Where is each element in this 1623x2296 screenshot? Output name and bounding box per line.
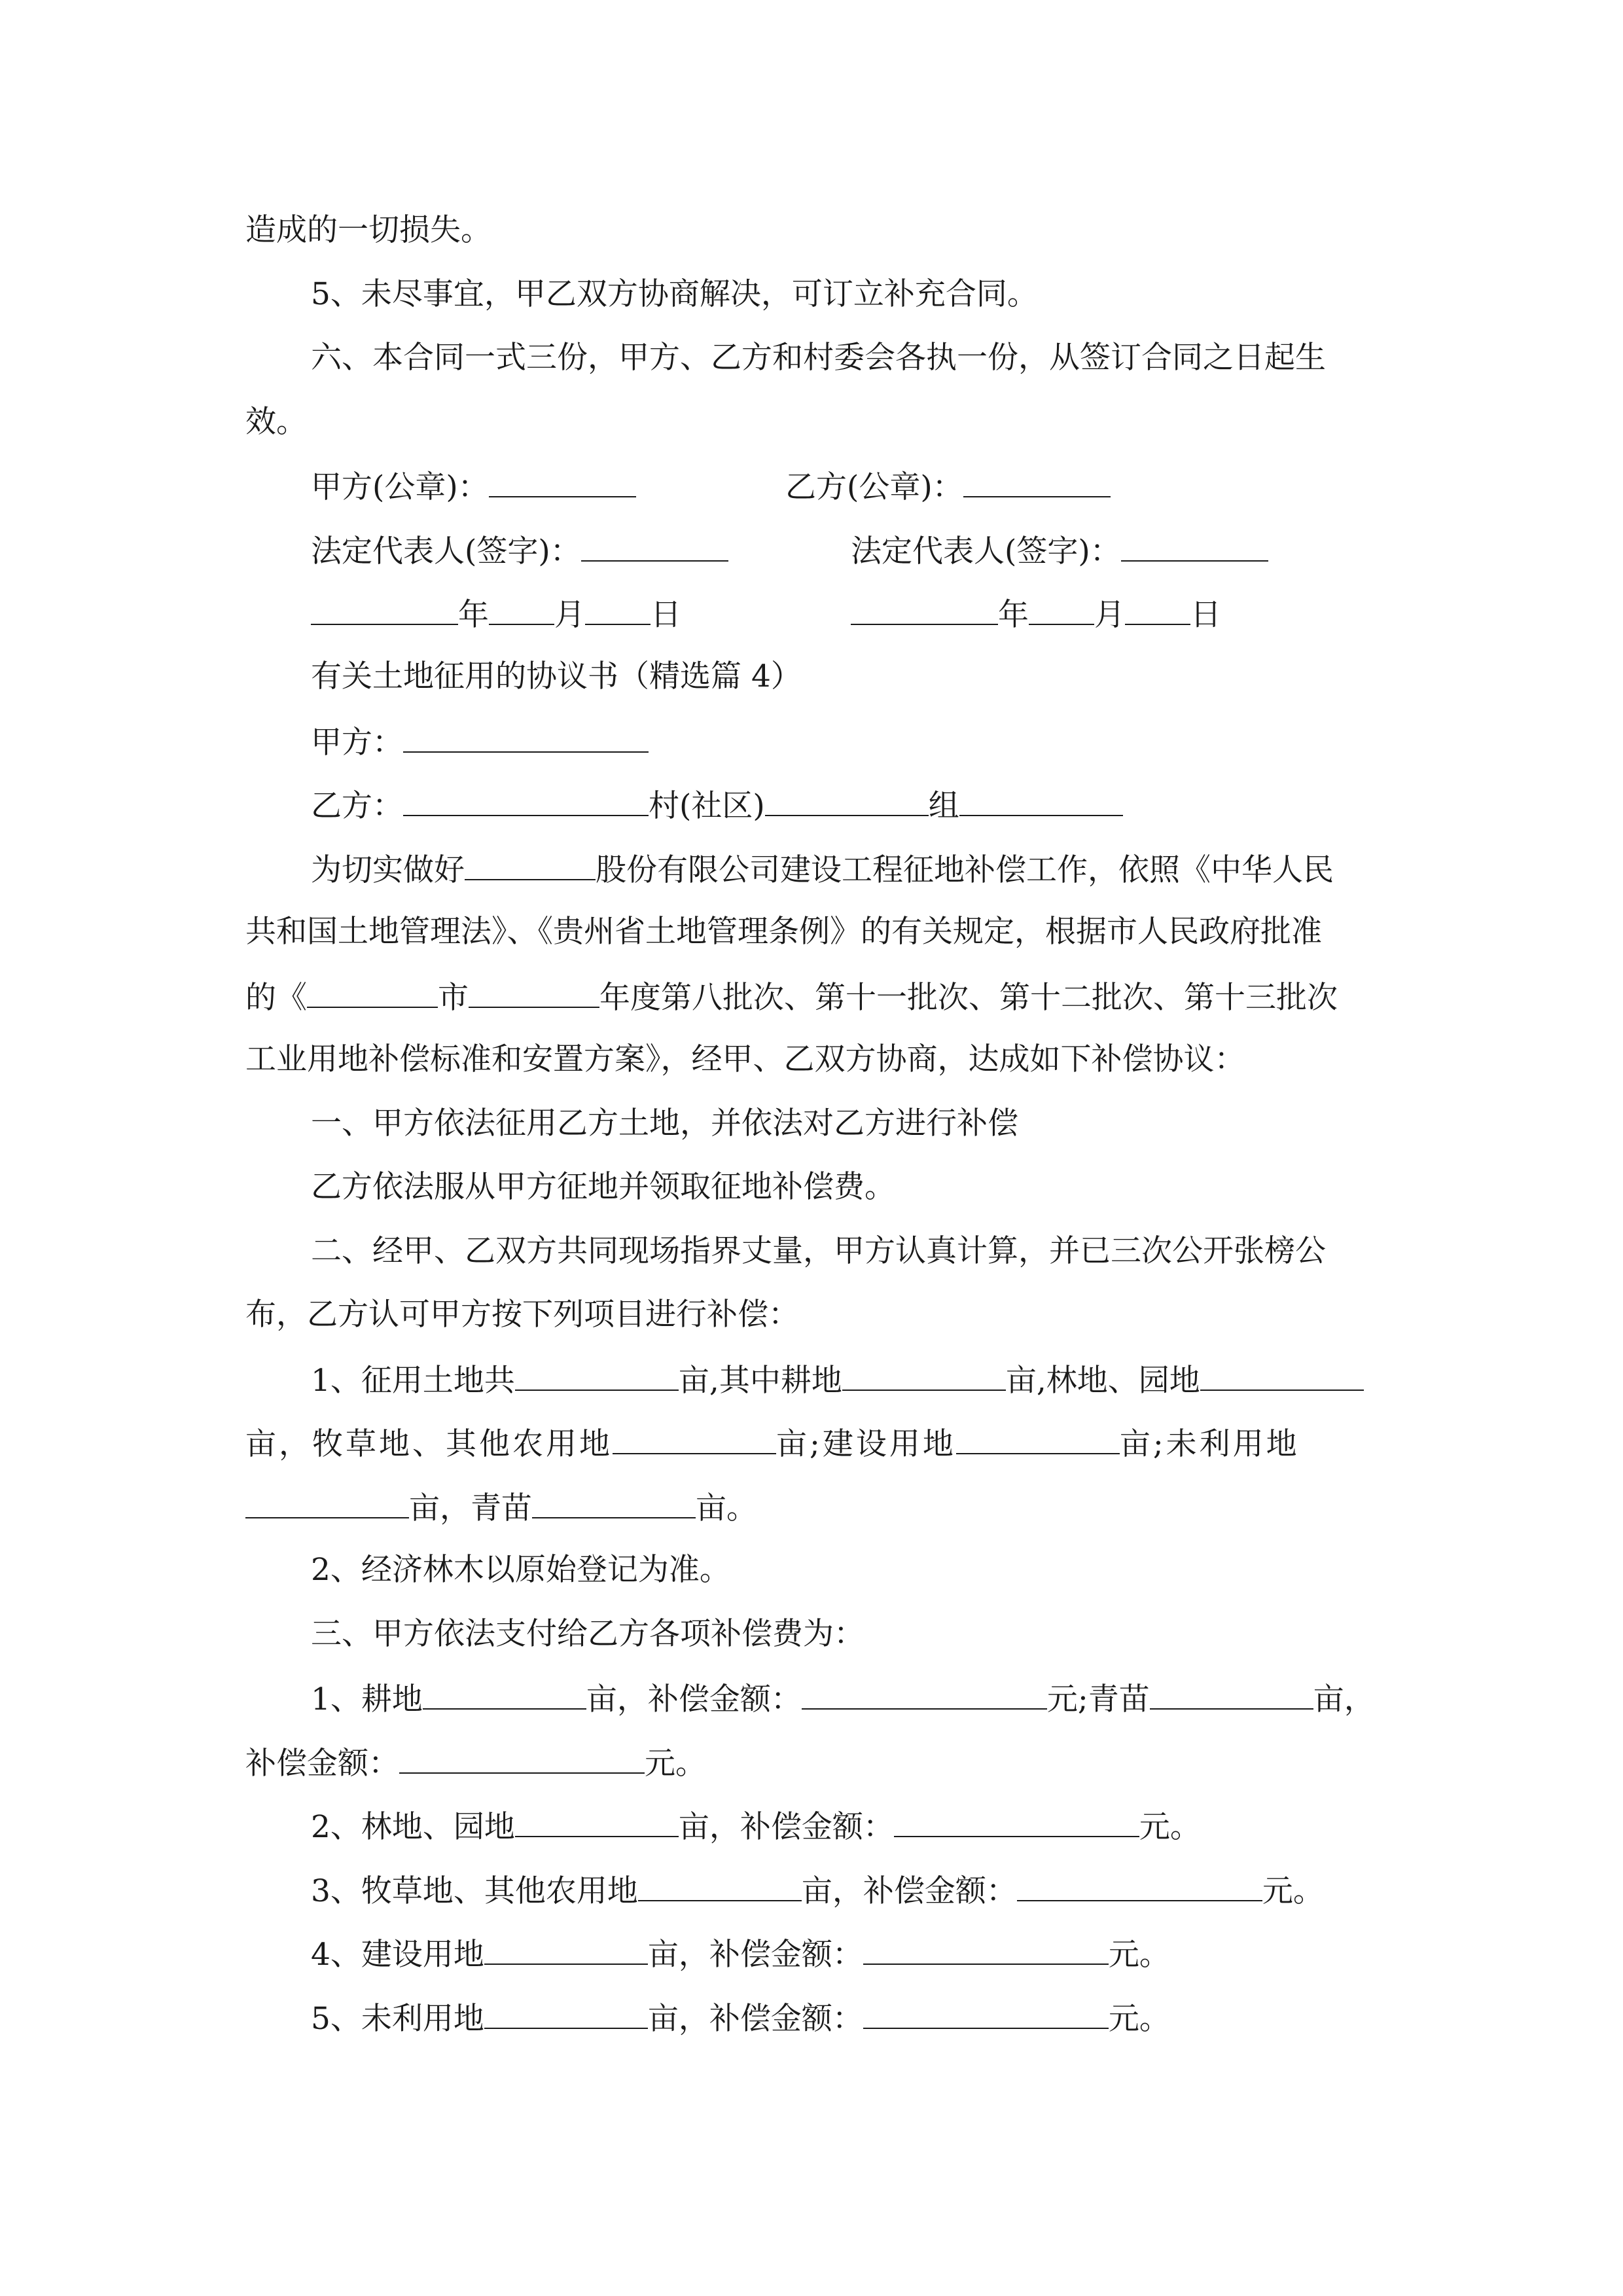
label: 组 (928, 788, 959, 824)
paragraph-line (311, 1678, 1375, 1717)
day-label: 日 (1190, 597, 1221, 633)
blank-field (863, 1998, 1109, 2029)
text: 效。 (245, 404, 307, 440)
text: 4、建设用地 (311, 1937, 484, 1973)
text: 市 (438, 980, 469, 1016)
paragraph-line (311, 1232, 1326, 1271)
paragraph-line (311, 1933, 1170, 1973)
blank-field (399, 1742, 645, 1774)
text: 3、牧草地、其他农用地 (311, 1873, 638, 1909)
text: 造成的一切损失。 (245, 212, 491, 248)
text: 亩。 (696, 1490, 757, 1526)
text: 的《 (245, 980, 307, 1016)
text: 六、本合同一式三份，甲方、乙方和村委会各执一份，从签订合同之日起生 (311, 340, 1326, 376)
signature-party-b (785, 466, 1111, 505)
label: 甲方(公章)： (311, 469, 489, 505)
text: 亩;未利用地 (1119, 1426, 1300, 1462)
blank-field (956, 1423, 1120, 1454)
blank-field (613, 1423, 776, 1454)
month-label: 月 (1094, 597, 1125, 633)
blank-field (311, 594, 458, 625)
date-party-b (851, 594, 1221, 633)
blank-field (963, 466, 1111, 497)
text: 元。 (1108, 1937, 1170, 1973)
text: 布，乙方认可甲方按下列项目进行补偿： (245, 1297, 799, 1333)
text: 亩，补偿金额： (647, 1937, 863, 1973)
text: 5、未利用地 (311, 2001, 484, 2037)
text: 亩，补偿金额： (586, 1681, 802, 1717)
blank-field (1121, 530, 1268, 562)
paragraph-line (311, 275, 1038, 314)
blank-field (307, 977, 438, 1008)
blank-field (581, 530, 728, 562)
blank-field (484, 1933, 648, 1965)
paragraph-line (245, 912, 1322, 952)
label: 乙方： (311, 788, 403, 824)
paragraph-line (311, 1806, 1201, 1845)
text: 三、甲方依法支付给乙方各项补偿费为： (311, 1616, 865, 1652)
paragraph-line (245, 1040, 1245, 1079)
text: 年度第八批次、第十一批次、第十二批次、第十三批次 (599, 980, 1338, 1016)
paragraph-line (245, 1423, 1300, 1462)
paragraph-line (311, 1870, 1324, 1909)
text: 2、林地、园地 (311, 1809, 515, 1845)
text: 元。 (1108, 2001, 1170, 2037)
text: 工业用地补偿标准和安置方案》，经甲、乙双方协商，达成如下补偿协议： (245, 1041, 1245, 1077)
date-party-a (311, 594, 681, 633)
blank-field (851, 594, 998, 625)
blank-field (638, 1870, 802, 1901)
text: 亩;建设用地 (776, 1426, 956, 1462)
text: 亩,林地、园地 (1005, 1363, 1200, 1399)
text: 乙方依法服从甲方征地并领取征地补偿费。 (311, 1169, 895, 1205)
paragraph-line (311, 1998, 1170, 2037)
text: 1、耕地 (311, 1681, 423, 1717)
year-label: 年 (998, 597, 1029, 633)
paragraph-line (311, 1551, 730, 1590)
paragraph-line (245, 1487, 757, 1526)
day-label: 日 (651, 597, 681, 633)
text: 2、经济林木以原始登记为准。 (311, 1552, 730, 1588)
blank-field (1029, 594, 1094, 625)
blank-field (842, 1359, 1006, 1391)
paragraph-line (245, 403, 307, 442)
label: 乙方(公章)： (785, 469, 963, 505)
blank-field (245, 1487, 409, 1518)
blank-field (959, 785, 1123, 816)
blank-field (469, 977, 599, 1008)
blank-field (403, 721, 649, 753)
text: 一、甲方依法征用乙方土地，并依法对乙方进行补偿 (311, 1105, 1018, 1141)
blank-field (585, 594, 651, 625)
text: 补偿金额： (245, 1746, 399, 1782)
year-label: 年 (458, 597, 489, 633)
blank-field (802, 1678, 1047, 1710)
representative-party-b (851, 530, 1268, 569)
text: 元。 (645, 1746, 706, 1782)
party-b-line (311, 785, 1123, 824)
paragraph-line (245, 1742, 706, 1782)
blank-field (1017, 1870, 1262, 1901)
text: 亩，补偿金额： (801, 1873, 1017, 1909)
text: 亩，牧草地、其他农用地 (245, 1426, 613, 1462)
label: 甲方： (311, 725, 403, 761)
month-label: 月 (554, 597, 585, 633)
text: 亩，青苗 (409, 1490, 532, 1526)
paragraph-line (311, 849, 1334, 888)
text: 二、经甲、乙双方共同现场指界丈量，甲方认真计算，并已三次公开张榜公 (311, 1233, 1326, 1269)
text: 亩,其中耕地 (678, 1363, 842, 1399)
signature-party-a (311, 466, 636, 505)
text: 元。 (1262, 1873, 1324, 1909)
blank-field (894, 1806, 1139, 1837)
text: 共和国土地管理法》、《贵州省土地管理条例》的有关规定，根据市人民政府批准 (245, 914, 1322, 950)
section-title (311, 657, 802, 696)
label: 村(社区) (649, 788, 765, 824)
representative-party-a (311, 530, 728, 569)
text: 亩，补偿金额： (678, 1809, 894, 1845)
text: 亩， (1313, 1681, 1375, 1717)
blank-field (489, 466, 636, 497)
paragraph-line (245, 1295, 799, 1335)
text: 为切实做好 (311, 852, 465, 888)
paragraph-line (311, 1168, 895, 1207)
paragraph-line (311, 1104, 1018, 1143)
text: 亩，补偿金额： (647, 2001, 863, 2037)
blank-field (1200, 1359, 1364, 1391)
text: 1、征用土地共 (311, 1363, 515, 1399)
paragraph-line (245, 211, 491, 250)
text: 股份有限公司建设工程征地补偿工作，依照《中华人民 (596, 852, 1334, 888)
blank-field (465, 849, 596, 880)
paragraph-line (245, 977, 1338, 1016)
blank-field (532, 1487, 696, 1518)
label: 法定代表人(签字)： (851, 533, 1121, 569)
blank-field (515, 1806, 679, 1837)
title-text: 有关土地征用的协议书（精选篇 4） (311, 658, 802, 694)
label: 法定代表人(签字)： (311, 533, 581, 569)
blank-field (423, 1678, 586, 1710)
text: 5、未尽事宜，甲乙双方协商解决，可订立补充合同。 (311, 276, 1038, 312)
blank-field (484, 1998, 648, 2029)
blank-field (1125, 594, 1190, 625)
blank-field (1150, 1678, 1313, 1710)
text: 元;青苗 (1046, 1681, 1150, 1717)
blank-field (489, 594, 554, 625)
paragraph-line (311, 338, 1326, 378)
paragraph-line (311, 1359, 1364, 1399)
party-a-line (311, 721, 649, 761)
paragraph-line (311, 1615, 865, 1654)
blank-field (863, 1933, 1109, 1965)
blank-field (515, 1359, 679, 1391)
text: 元。 (1139, 1809, 1201, 1845)
blank-field (765, 785, 929, 816)
blank-field (403, 785, 649, 816)
